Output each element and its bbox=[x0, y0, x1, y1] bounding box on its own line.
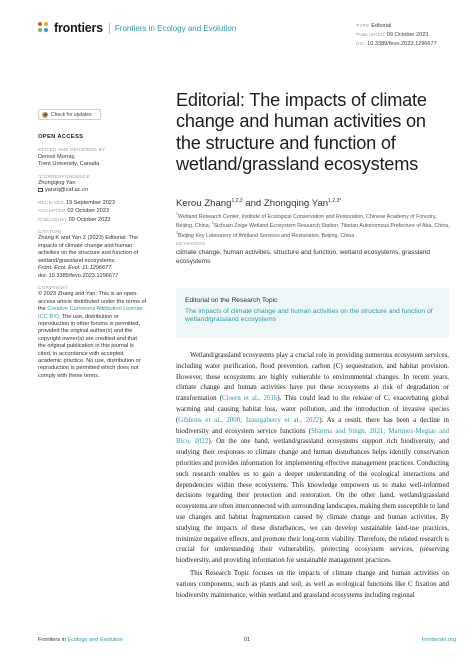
meta-doi: DOI 10.3389/fevo.2023.1296677 bbox=[356, 40, 437, 47]
logo-dot-red bbox=[38, 22, 42, 26]
received-date: RECEIVED 19 September 2023 bbox=[38, 199, 116, 206]
citation-line: Zhang K and Yan Z (2023) Editorial: The bbox=[38, 235, 139, 242]
citation-link[interactable]: Gibbons et al., 2000; Izaurgaberry et al., 2022 bbox=[178, 416, 320, 424]
body-paragraph: Wetland/grassland ecosystems play a crucial role in providing numerous ecosystem services, including water purification, flood prevention, carbon (C) sequestration, and habitat provision. However, these ecosystems are highly vulnerable to environmental changes. In recent years, climate change and human activities have put these ecosystems at risk of degradation or transformation (Cloern et al., 2016). This could lead to the release of C, exacerbating global warming and causing habitat loss, water pollution, and the introduction of invasive species (Gibbons et al., 2000; Izaurgaberry et al., 2022). As a result, there has been a decline in biodiversity and ecosystem service functions (Sharma and Singh, 2021; Martinez-Megias and Rico, 2022). On the one hand, wetland/grassland ecosystems support rich biodiversity, and studying their responses to climate change and human disturbances helps identify conservation priorities and provides information for implementing effective management practices. Conducting such research enables us to gain a deeper understanding of the ecological interactions and dependencies within these ecosystems. This knowledge empowers us to make well-informed decisions regarding their protection and restoration. On the other hand, wetland/grassland ecosystems are often interconnected with surrounding landscapes, making them susceptible to land use changes and habitat fragmentation caused by climate change and human activities. By studying the impacts of these disturbances, we can develop sustainable land-use practices, minimize negative effects, and promote their long-term viability. Therefore, the related research is crucial for understanding their vulnerability, protecting ecosystem services, preserving biodiversity, and providing information for sustainable management practices. bbox=[176, 352, 449, 565]
logo-dot-green bbox=[38, 28, 42, 32]
mail-icon bbox=[38, 188, 43, 192]
copyright-line: (CC BY). The use, distribution or bbox=[38, 313, 119, 320]
edited-label: EDITED AND REVIEWED BY bbox=[38, 147, 106, 153]
check-for-updates-label: Check for updates bbox=[51, 111, 92, 118]
check-for-updates-button[interactable] bbox=[38, 109, 101, 120]
dates bbox=[38, 199, 156, 224]
page-header bbox=[38, 16, 456, 56]
correspondence-label: *CORRESPONDENCE bbox=[38, 173, 90, 179]
accepted-date: ACCEPTED 02 October 2023 bbox=[38, 208, 110, 215]
meta-type: TYPE Editorial bbox=[356, 23, 392, 29]
frontiers-logo-icon bbox=[38, 22, 50, 34]
journal-name[interactable]: Frontiers in Ecology and Evolution bbox=[114, 23, 237, 33]
citation-link[interactable]: Cloern et al., 2016 bbox=[222, 395, 278, 403]
published-date: PUBLISHED 09 October 2023 bbox=[38, 216, 111, 223]
copyright-line: cited, in accordance with accepted bbox=[38, 350, 124, 357]
copyright-line: academic practice. No use, distribution or bbox=[38, 357, 141, 364]
citation-label: CITATION bbox=[38, 229, 62, 235]
article-sidebar bbox=[38, 134, 156, 380]
logo-dot-orange bbox=[44, 22, 48, 26]
correspondence-email[interactable]: yanzq@caf.ac.cn bbox=[38, 187, 156, 194]
citation-line: wetland/grassland ecosystems. bbox=[38, 257, 116, 264]
meta-published: PUBLISHED 09 October 2023 bbox=[356, 31, 429, 38]
article-title: Editorial: The impacts of climate change and human activities on the structure and function of wetland/grassland ecosystems bbox=[176, 90, 427, 174]
logo-text: frontiers bbox=[54, 21, 103, 35]
citation-doi[interactable]: doi: 10.3389/fevo.2023.1296677 bbox=[38, 272, 119, 279]
footer-site-link[interactable]: frontiersin.org bbox=[421, 637, 456, 643]
citation-line: impacts of climate change and human bbox=[38, 242, 133, 249]
research-topic-heading: Editorial on the Research Topic bbox=[185, 297, 278, 304]
copyright-line: access article distributed under the terms of bbox=[38, 298, 147, 305]
page-number: 01 bbox=[243, 637, 251, 643]
author-name[interactable]: and Zhongqing Yan bbox=[242, 198, 329, 210]
research-topic-link[interactable]: The impacts of climate change and human activities on the structure and function of wetland/grassland ecosystems bbox=[185, 308, 433, 324]
cc-by-link[interactable]: (CC BY) bbox=[38, 313, 59, 320]
copyright-line: reproduction is permitted which does not bbox=[38, 365, 139, 372]
affiliations: $^1$Wetland Research Center, Institute of Ecological Conservation and Restoration, Chinese Academy of Forestry, Beijing, China, $^2$Sichuan Zoige Wetland Ecosystem Research Station, Tibetan Autonomous Prefecture of Aba, China, $^3$Beijing Key Laboratory of Wetland Services and Restoration, Beijing, China bbox=[176, 212, 450, 239]
editor-name: Dennis Murray, bbox=[38, 153, 76, 160]
cc-license-link[interactable]: Creative Commons Attribution License bbox=[47, 306, 143, 313]
citation-link[interactable]: Sharma and Singh, 2021; Martinez-Megias and Rico, 2022 bbox=[176, 427, 449, 446]
logo-divider bbox=[109, 23, 110, 34]
copyright-line: the original publication in this journal is bbox=[38, 343, 134, 350]
open-access-label: OPEN ACCESS bbox=[38, 134, 84, 140]
copyright-line: comply with these terms. bbox=[38, 372, 100, 379]
copyright-line: provided the original author(s) and the bbox=[38, 328, 133, 335]
author-affil-sup: 1,2,3 bbox=[231, 198, 243, 204]
author-list bbox=[176, 198, 446, 209]
logo-dot-blue bbox=[44, 28, 48, 32]
article-meta bbox=[356, 22, 456, 48]
copyright-line: the Creative Commons Attribution License bbox=[38, 306, 143, 313]
copyright-label: COPYRIGHT bbox=[38, 284, 69, 290]
citation-line: Front. Ecol. Evol. 11:1296677. bbox=[38, 265, 113, 272]
copyright-line: reproduction in other forums is permitted, bbox=[38, 320, 140, 327]
body-paragraph: This Research Topic focuses on the impacts of climate change and human activities on various components, such as plants and soil, as well as ecological functions like C fixation and biodiversity maintenance, within wetland and grassland ecosystems including regional bbox=[176, 569, 449, 599]
research-topic-box bbox=[176, 288, 449, 338]
footer-journal: Frontiers in Ecology and Evolution bbox=[38, 637, 123, 643]
article-body bbox=[176, 351, 449, 603]
citation-line: activities on the structure and function of bbox=[38, 250, 139, 257]
crossmark-icon bbox=[42, 112, 48, 118]
author-name[interactable]: Kerou Zhang bbox=[176, 198, 232, 210]
copyright-line: © 2023 Zhang and Yan. This is an open- bbox=[38, 291, 139, 298]
correspondence-name: Zhongqing Yan bbox=[38, 180, 76, 187]
keywords: climate change, human activities, structure and function, wetland ecosystems, grassland ecosystems bbox=[176, 249, 430, 265]
author-affil-sup: 1,2,3* bbox=[328, 198, 342, 204]
copyright-line: copyright owner(s) are credited and that bbox=[38, 335, 137, 342]
frontiers-logo[interactable] bbox=[38, 21, 236, 35]
editor-affiliation: Trent University, Canada bbox=[38, 161, 100, 168]
keywords-label: KEYWORDS bbox=[176, 241, 206, 246]
